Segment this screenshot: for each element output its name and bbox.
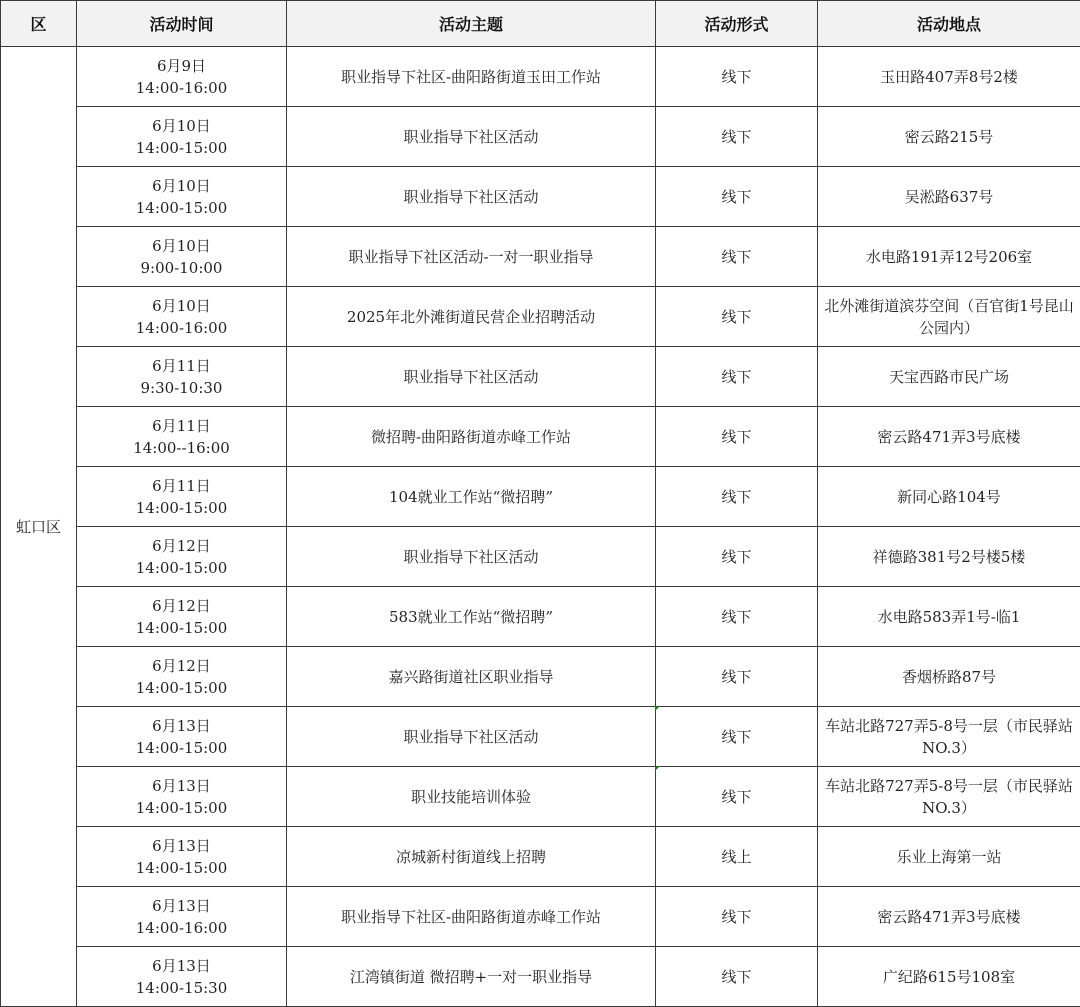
form-cell: 线下 (656, 407, 818, 467)
theme-cell: 职业指导下社区活动 (287, 167, 656, 227)
theme-cell: 2025年北外滩街道民营企业招聘活动 (287, 287, 656, 347)
table-row (1, 47, 1080, 107)
activity-date: 6月11日 (81, 475, 282, 497)
activity-time-range: 9:00-10:00 (81, 257, 282, 279)
table-row (1, 587, 1080, 647)
activity-date: 6月9日 (81, 55, 282, 77)
form-cell: 线下 (656, 287, 818, 347)
theme-cell: 凉城新村街道线上招聘 (287, 827, 656, 887)
location-cell: 广纪路615号108室 (818, 947, 1080, 1007)
cell-comment-marker (655, 766, 660, 771)
form-cell: 线下 (656, 47, 818, 107)
location-cell: 新同心路104号 (818, 467, 1080, 527)
activity-date: 6月11日 (81, 355, 282, 377)
table-row (1, 887, 1080, 947)
activity-date: 6月10日 (81, 175, 282, 197)
form-cell: 线下 (656, 647, 818, 707)
location-cell: 玉田路407弄8号2楼 (818, 47, 1080, 107)
activity-time-range: 14:00-15:00 (81, 557, 282, 579)
activity-time-range: 14:00-15:00 (81, 497, 282, 519)
header-time: 活动时间 (77, 1, 287, 47)
activity-time-range: 9:30-10:30 (81, 377, 282, 399)
activity-date: 6月10日 (81, 295, 282, 317)
activity-date: 6月12日 (81, 595, 282, 617)
time-cell (77, 947, 287, 1007)
header-form: 活动形式 (656, 1, 818, 47)
activity-time-range: 14:00-15:00 (81, 857, 282, 879)
table-row (1, 107, 1080, 167)
activity-time-range: 14:00-15:00 (81, 797, 282, 819)
theme-cell: 职业指导下社区-曲阳路街道赤峰工作站 (287, 887, 656, 947)
time-cell (77, 227, 287, 287)
time-cell (77, 587, 287, 647)
activity-time-range: 14:00-16:00 (81, 317, 282, 339)
time-cell (77, 407, 287, 467)
form-cell: 线下 (656, 167, 818, 227)
activity-time-range: 14:00-15:00 (81, 737, 282, 759)
activity-time-range: 14:00-16:00 (81, 917, 282, 939)
location-cell: 祥德路381号2号楼5楼 (818, 527, 1080, 587)
form-cell: 线下 (656, 587, 818, 647)
time-cell (77, 287, 287, 347)
activity-time-range: 14:00-15:00 (81, 137, 282, 159)
time-cell (77, 107, 287, 167)
location-cell: 乐业上海第一站 (818, 827, 1080, 887)
theme-cell: 104就业工作站“微招聘” (287, 467, 656, 527)
activity-date: 6月13日 (81, 955, 282, 977)
theme-cell: 职业指导下社区活动 (287, 347, 656, 407)
theme-cell: 江湾镇街道 微招聘+一对一职业指导 (287, 947, 656, 1007)
table-row (1, 227, 1080, 287)
form-cell: 线下 (656, 887, 818, 947)
activity-date: 6月11日 (81, 415, 282, 437)
table-row (1, 527, 1080, 587)
activity-date: 6月13日 (81, 835, 282, 857)
header-row (1, 1, 1080, 47)
form-cell: 线下 (656, 227, 818, 287)
location-cell: 吴淞路637号 (818, 167, 1080, 227)
form-cell: 线下 (656, 707, 818, 767)
table-row (1, 827, 1080, 887)
activity-time-range: 14:00-15:00 (81, 677, 282, 699)
activity-date: 6月10日 (81, 235, 282, 257)
location-cell: 密云路215号 (818, 107, 1080, 167)
activity-time-range: 14:00-15:30 (81, 977, 282, 999)
theme-cell: 583就业工作站“微招聘” (287, 587, 656, 647)
location-cell: 车站北路727弄5-8号一层（市民驿站NO.3） (818, 707, 1080, 767)
location-cell: 密云路471弄3号底楼 (818, 887, 1080, 947)
time-cell (77, 467, 287, 527)
location-cell: 水电路191弄12号206室 (818, 227, 1080, 287)
district-cell: 虹口区 (1, 47, 77, 1007)
location-cell: 北外滩街道滨芬空间（百官街1号昆山公园内） (818, 287, 1080, 347)
table-row (1, 347, 1080, 407)
header-location: 活动地点 (818, 1, 1080, 47)
time-cell (77, 707, 287, 767)
table-row (1, 707, 1080, 767)
activity-date: 6月13日 (81, 775, 282, 797)
table-row (1, 647, 1080, 707)
form-cell: 线下 (656, 107, 818, 167)
table-row (1, 167, 1080, 227)
time-cell (77, 887, 287, 947)
location-cell: 车站北路727弄5-8号一层（市民驿站NO.3） (818, 767, 1080, 827)
form-cell: 线上 (656, 827, 818, 887)
form-cell: 线下 (656, 767, 818, 827)
time-cell (77, 47, 287, 107)
theme-cell: 职业指导下社区活动 (287, 527, 656, 587)
table-row (1, 287, 1080, 347)
form-cell: 线下 (656, 527, 818, 587)
theme-cell: 职业指导下社区-曲阳路街道玉田工作站 (287, 47, 656, 107)
activity-date: 6月13日 (81, 715, 282, 737)
form-cell: 线下 (656, 467, 818, 527)
time-cell (77, 167, 287, 227)
theme-cell: 职业指导下社区活动 (287, 107, 656, 167)
table-header (1, 1, 1080, 47)
activity-time-range: 14:00-16:00 (81, 77, 282, 99)
theme-cell: 微招聘-曲阳路街道赤峰工作站 (287, 407, 656, 467)
location-cell: 天宝西路市民广场 (818, 347, 1080, 407)
time-cell (77, 347, 287, 407)
table-row (1, 767, 1080, 827)
table-row (1, 947, 1080, 1007)
form-cell: 线下 (656, 947, 818, 1007)
location-cell: 水电路583弄1号-临1 (818, 587, 1080, 647)
header-district: 区 (1, 1, 77, 47)
theme-cell: 职业指导下社区活动 (287, 707, 656, 767)
table-row (1, 407, 1080, 467)
location-cell: 密云路471弄3号底楼 (818, 407, 1080, 467)
theme-cell: 嘉兴路街道社区职业指导 (287, 647, 656, 707)
theme-cell: 职业指导下社区活动-一对一职业指导 (287, 227, 656, 287)
cell-comment-marker (655, 706, 660, 711)
theme-cell: 职业技能培训体验 (287, 767, 656, 827)
time-cell (77, 527, 287, 587)
location-cell: 香烟桥路87号 (818, 647, 1080, 707)
activity-time-range: 14:00--16:00 (81, 437, 282, 459)
table-body (1, 47, 1080, 1007)
activity-date: 6月10日 (81, 115, 282, 137)
table-row (1, 467, 1080, 527)
activity-date: 6月13日 (81, 895, 282, 917)
activity-time-range: 14:00-15:00 (81, 197, 282, 219)
activity-time-range: 14:00-15:00 (81, 617, 282, 639)
time-cell (77, 647, 287, 707)
time-cell (77, 767, 287, 827)
activity-date: 6月12日 (81, 655, 282, 677)
form-cell: 线下 (656, 347, 818, 407)
time-cell (77, 827, 287, 887)
header-theme: 活动主题 (287, 1, 656, 47)
activity-date: 6月12日 (81, 535, 282, 557)
